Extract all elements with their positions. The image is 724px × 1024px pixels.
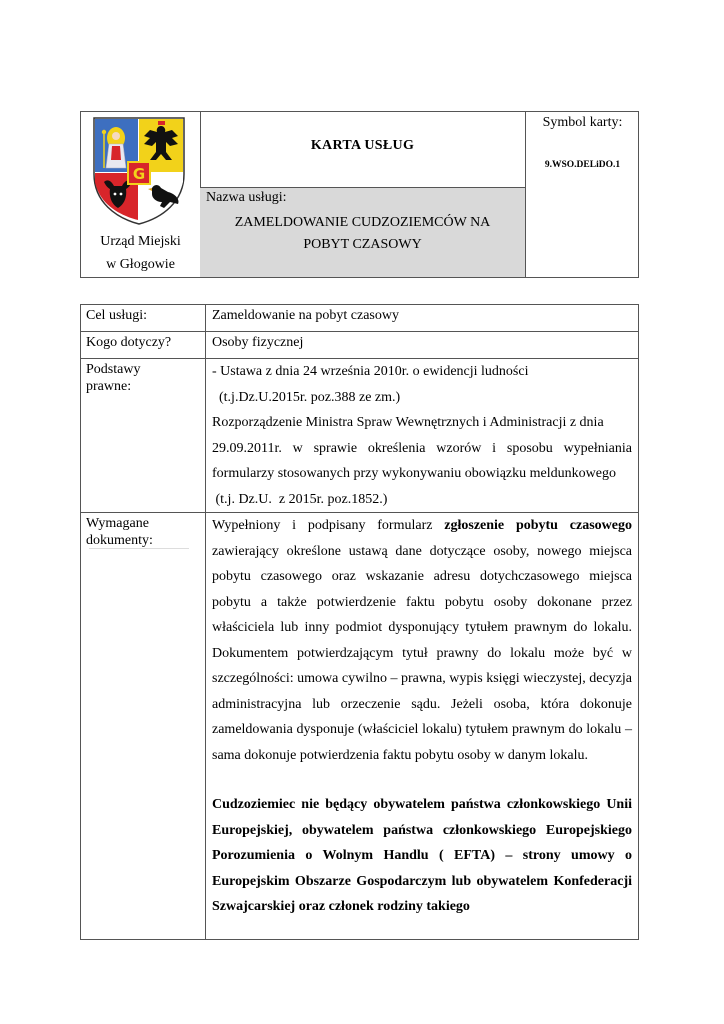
form-name: zgłoszenie pobytu czasowego [444,518,632,533]
office-name-line2: w Głogowie [106,257,175,272]
target-label: Kogo dotyczy? [81,332,206,359]
office-name-line1: Urząd Miejski [100,234,181,249]
legal-basis-label-line1: Podstawy [86,362,141,377]
table-row-goal [81,305,639,332]
office-cell [81,112,201,277]
title-cell [200,112,525,277]
documents-paragraph-2: Cudzoziemiec nie będący obywatelem państwa członkowskiego Unii Europejskiej, obywatelem państwa członkowskiego Europejskiego Porozumienia o Wolnym Handlu ( EFTA) – strony umowy o Europejskim Obszarze Gospodarczym lub obywatelem Konfederacji Szwajcarskiej oraz członek rodziny takiego [212,797,646,914]
symbol-label: Symbol karty: [542,115,623,130]
legal-basis-value [206,359,639,513]
table-row-required-documents [81,513,639,940]
service-name-line1: ZAMELDOWANIE CUDZOZIEMCÓW NA [234,215,491,230]
service-name-line2: POBYT CZASOWY [303,237,422,252]
legal-line-1: - Ustawa z dnia 24 września 2010r. o ewidencji ludności [212,364,529,379]
card-title: KARTA USŁUG [310,138,415,153]
documents-paragraph-1 [212,513,632,768]
glogow-coat-of-arms-icon [92,116,186,226]
card-title-cell [200,112,525,188]
symbol-cell [525,112,639,277]
legal-basis-label-line2: prawne: [86,379,132,394]
label-divider [89,548,189,549]
svg-text:G: G [132,165,146,183]
legal-basis-label [81,359,206,513]
required-documents-label-line2: dokumenty: [86,533,153,548]
paragraph-spacer [212,768,632,792]
required-documents-label-line1: Wymagane [86,516,149,531]
legal-line-2: (t.j.Dz.U.2015r. poz.388 ze zm.) [212,389,401,405]
service-name-cell [200,188,525,277]
service-name-label: Nazwa usługi: [206,190,287,205]
goal-label: Cel usługi: [81,305,206,332]
symbol-value: 9.WSO.DELiDO.1 [544,160,621,170]
required-documents-label [81,513,206,940]
documents-paragraph-1-rest: zawierający określone ustawą dane dotyczące osoby, nowego miejsca pobytu czasowego oraz wskazanie adresu dotychczasowego miejsca pobytu a także potwierdzenie faktu pobytu osoby dokonane przez właściciela lub inny podmiot dysponujący tytułem prawnym do lokalu. Dokumentem potwierdzającym tytuł prawny do lokalu może być w szczególności: umowa cywilno – prawna, wypis księgi wieczystej, decyzja administracyjna lub orzeczenie sądu. Jeżeli osoba, która dokonuje zameldowania dysponuje (właściciel lokalu) tytułem prawnym do lokalu – sama dokonuje potwierdzenia faktu pobytu osoby w danym lokalu. [212,543,632,763]
service-name [200,212,525,256]
documents-paragraph-1-start: Wypełniony i podpisany formularz [212,518,445,533]
legal-line-4: 29.09.2011r. w sprawie określenia wzorów i sposobu wypełniania [212,440,632,456]
service-card-header [80,111,639,278]
table-row-legal-basis [81,359,639,513]
goal-value: Zameldowanie na pobyt czasowy [206,305,639,332]
table-row-target [81,332,639,359]
target-value: Osoby fizycznej [206,332,639,359]
service-details-table [80,304,646,940]
required-documents-value [206,513,646,940]
legal-line-6: (t.j. Dz.U. z 2015r. poz.1852.) [212,491,388,507]
legal-line-5: formularzy stosowanych przy wykonywaniu obowiązku meldunkowego [212,466,616,481]
legal-line-3: Rozporządzenie Ministra Spraw Wewnętrznych i Administracji z dnia [212,415,604,430]
office-name [81,230,200,276]
